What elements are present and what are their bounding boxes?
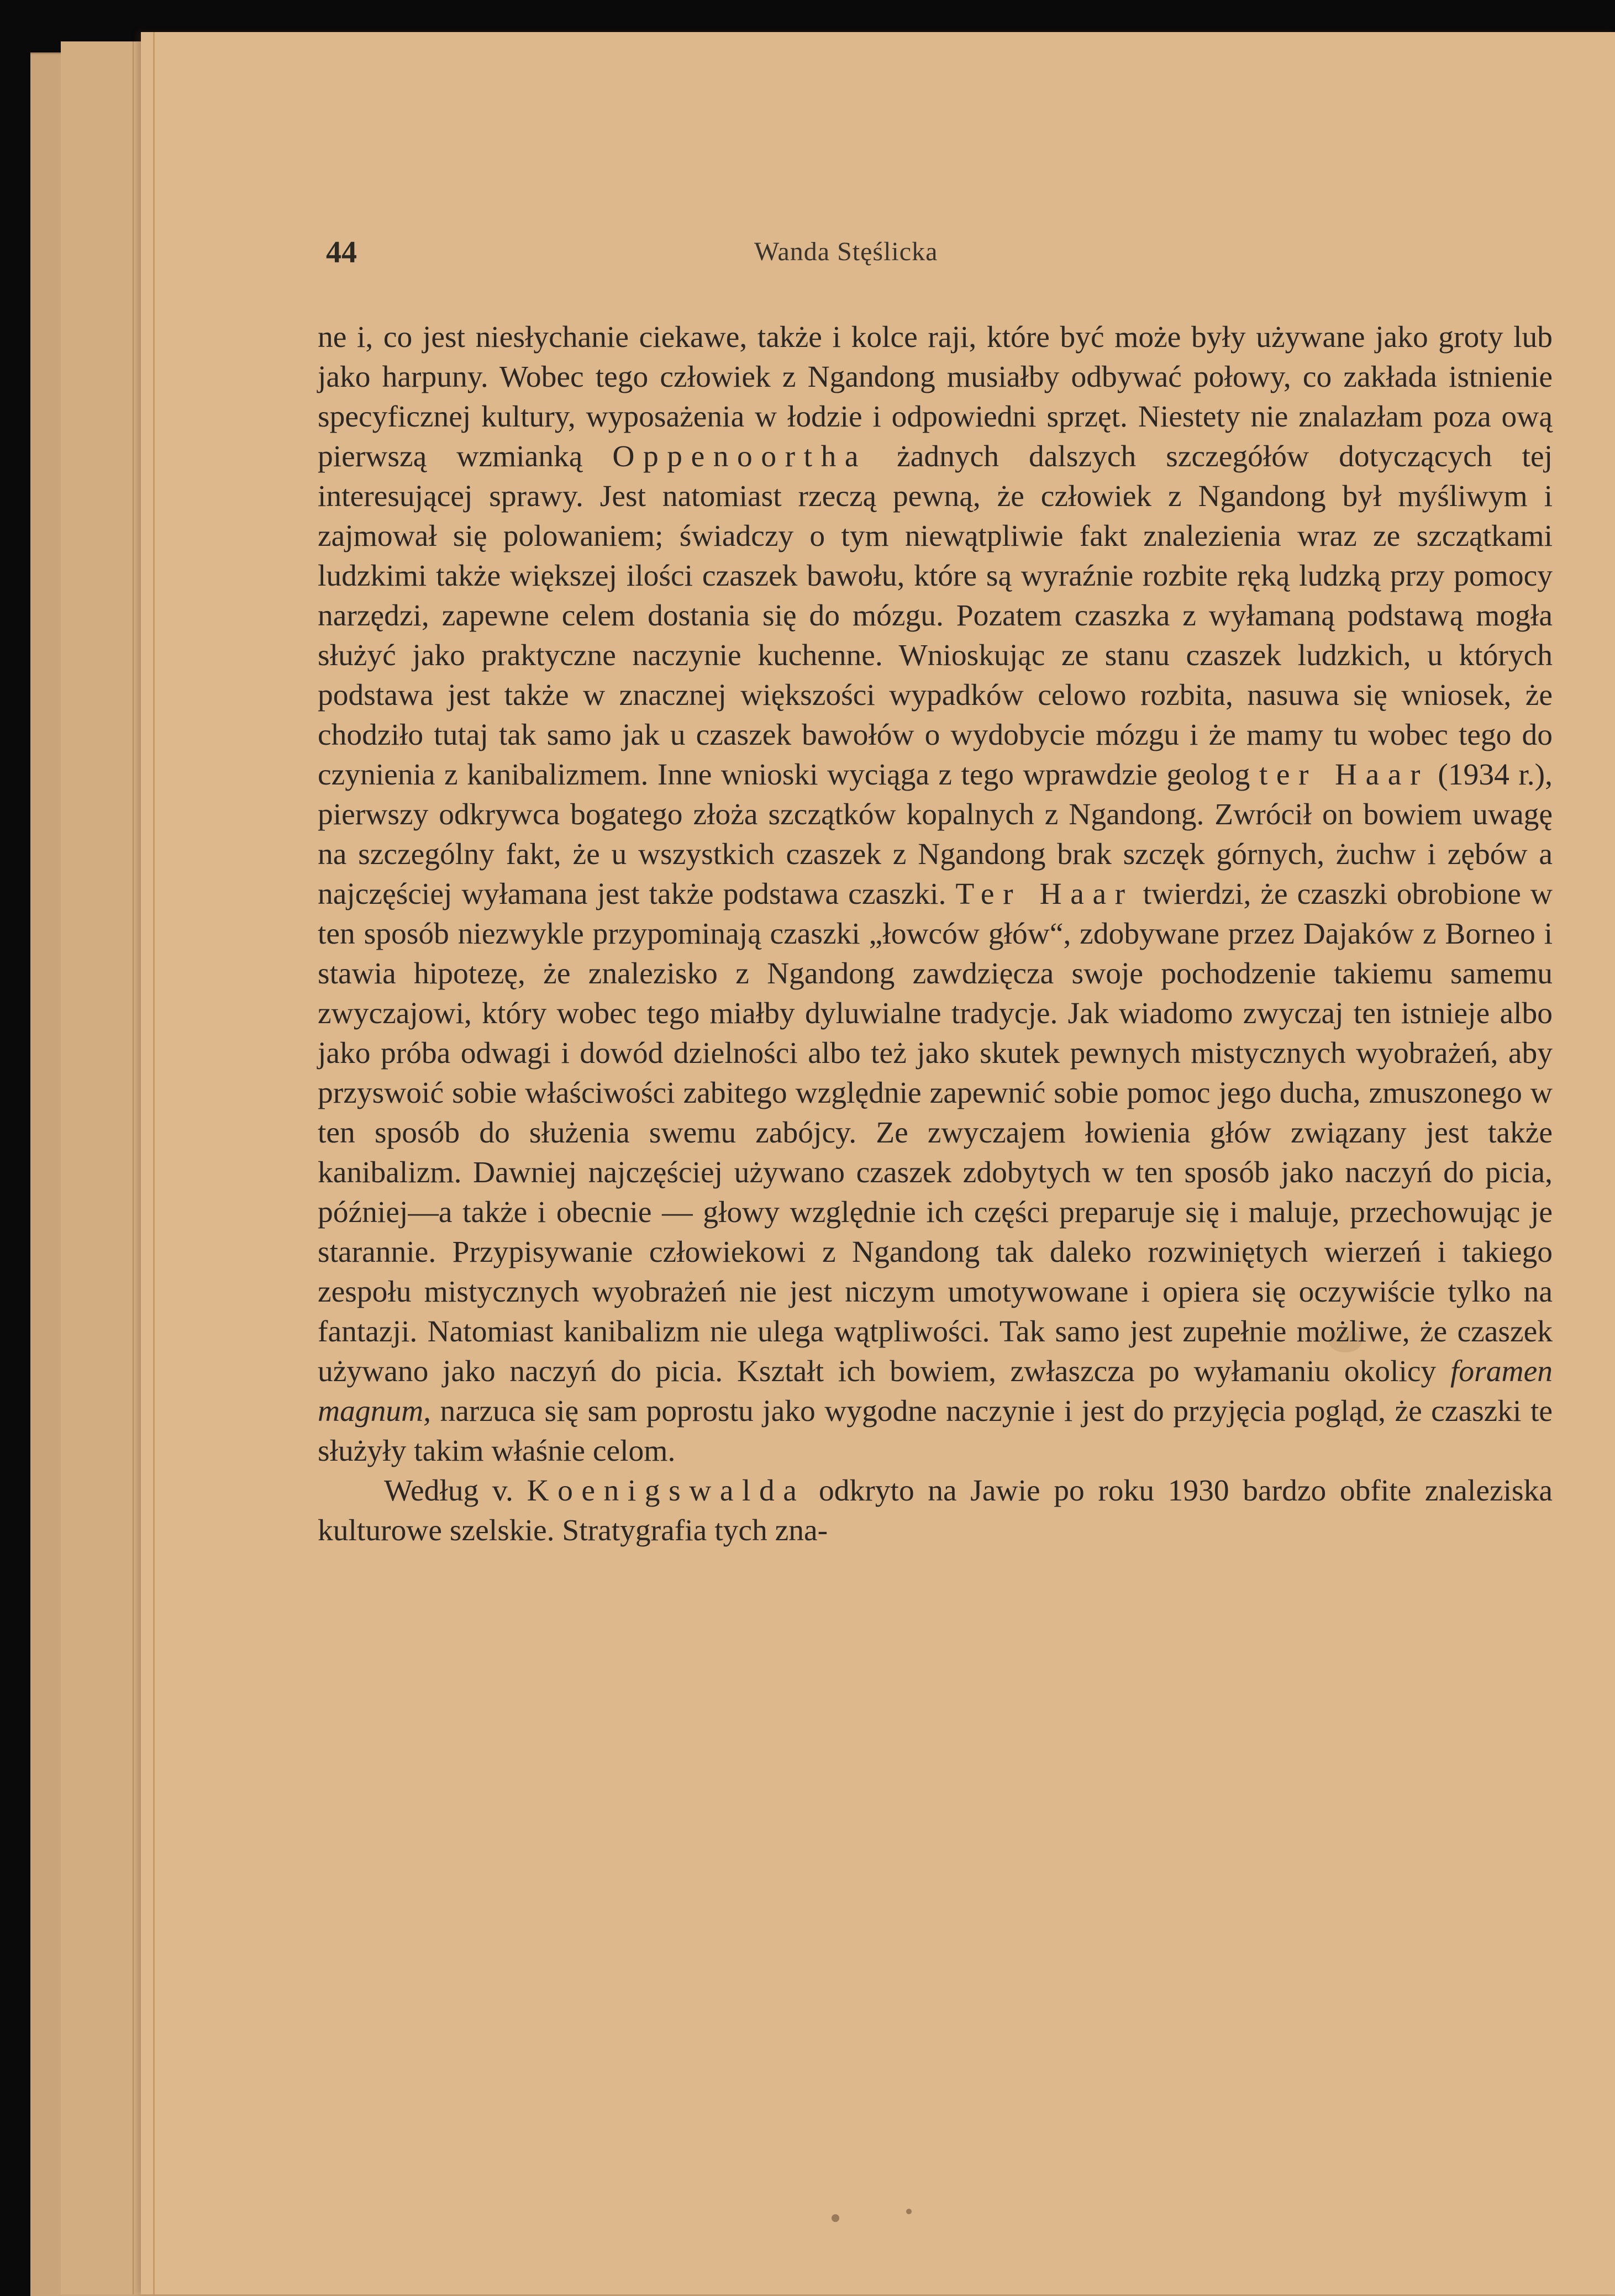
paper-speck — [906, 2209, 912, 2214]
text-run: ne i, co jest niesłychanie ciekawe, także i kolce raji, które być może były używane jako groty lub jako harpuny. Wobec tego człowiek z Ngandong musiałby odbywać połowy, co zakłada istnienie specyficznej kultury, wyposażenia w łodzie i odpowiedni sprzęt. Niestety nie znalazłam poza ową pierwszą wzmianką — [318, 320, 1553, 473]
page-fold-line — [153, 32, 155, 2294]
paragraph-2 — [318, 1471, 1553, 1551]
author-name-oppenoorth: Oppenoortha — [612, 440, 867, 473]
text-run: twierdzi, że czaszki obrobione w ten sposób niezwykle przypominają czaszki „łowców głów“, zdobywane przez Dajaków z Borneo i stawia hipotezę, że znalezisko z Ngandong zawdzięcza swoje pochodzenie takiemu samemu zwyczajowi, który wobec tego miałby dyluwialne tradycje. Jak wiadomo zwyczaj ten istnieje albo jako próba odwagi i dowód dzielności albo też jako skutek pewnych mistycznych wyobrażeń, aby przyswoić sobie właściwości zabitego względnie zapewnić sobie pomoc jego ducha, zmuszonego w ten sposób do służenia swemu zabójcy. Ze zwyczajem łowienia głów związany jest także kanibalizm. Dawniej najczęściej używano czaszek zdobytych w ten sposób jako naczyń do picia, później—a także i obecnie — głowy względnie ich części preparuje się i maluje, przechowując je starannie. Przypisywanie człowiekowi z Ngandong tak daleko rozwiniętych wierzeń i takiego zespołu mistycznych wyobrażeń nie jest niczym umotywowane i opiera się oczywiście tylko na fantazji. Natomiast kanibalizm nie ulega wątpliwości. Tak samo jest zupełnie możliwe, że czaszek używano jako naczyń do picia. Kształt ich bowiem, zwłaszcza po wyłamaniu okolicy — [318, 877, 1553, 1388]
text-run: narzuca się sam poprostu jako wygodne naczynie i jest do przyjęcia pogląd, że czaszki te służyły takim właśnie celom. — [318, 1394, 1553, 1468]
page-header — [326, 235, 1271, 273]
author-name-ter-haar: ter Haar — [1259, 758, 1429, 792]
text-run: odkryto na Jawie po roku 1930 bardzo obfite znaleziska kulturowe szelskie. Stratygrafia tych zna- — [318, 1474, 1553, 1547]
text-run: żadnych dalszych szczegółów dotyczących tej interesującej sprawy. Jest natomiast rzeczą pewną, że człowiek z Ngandong był myśliwym i zajmował się polowaniem; świadczy o tym niewątpliwie fakt znalezienia wraz ze szczątkami ludzkimi także większej ilości czaszek bawołu, które są wyraźnie rozbite ręką ludzką przy pomocy narzędzi, zapewne celem dostania się do mózgu. Pozatem czaszka z wyłamaną podstawą mogła służyć jako praktyczne naczynie kuchenne. Wnioskując ze stanu czaszek ludzkich, u których podstawa jest także w znacznej większości wypadków celowo rozbita, nasuwa się wniosek, że chodziło tutaj tak samo jak u czaszek bawołów o wydobycie mózgu i że mamy tu wobec tego do czynienia z kanibalizmem. Inne wnioski wyciąga z tego wprawdzie geolog — [318, 440, 1553, 792]
text-run: Według v. — [384, 1474, 527, 1508]
body-text — [318, 318, 1553, 1551]
page-number: 44 — [326, 235, 357, 270]
running-head-author: Wanda Stęślicka — [754, 237, 938, 266]
text-run: (1934 r.), pierwszy odkrywca bogatego złoża szczątków kopalnych z Ngandong. Zwrócił on bowiem uwagę na szczególny fakt, że u wszystkich czaszek z Ngandong brak szczęk górnych, żuchw i zębów a najczęściej wyłamana jest także podstawa czaszki. — [318, 758, 1553, 911]
author-name-ter-haar: Ter Haar — [955, 877, 1134, 911]
paper-speck — [832, 2214, 839, 2222]
paragraph-1 — [318, 318, 1553, 1471]
author-name-koenigswald: Koenigswalda — [527, 1474, 806, 1508]
latin-term: foramen magnum, — [318, 1355, 1553, 1428]
